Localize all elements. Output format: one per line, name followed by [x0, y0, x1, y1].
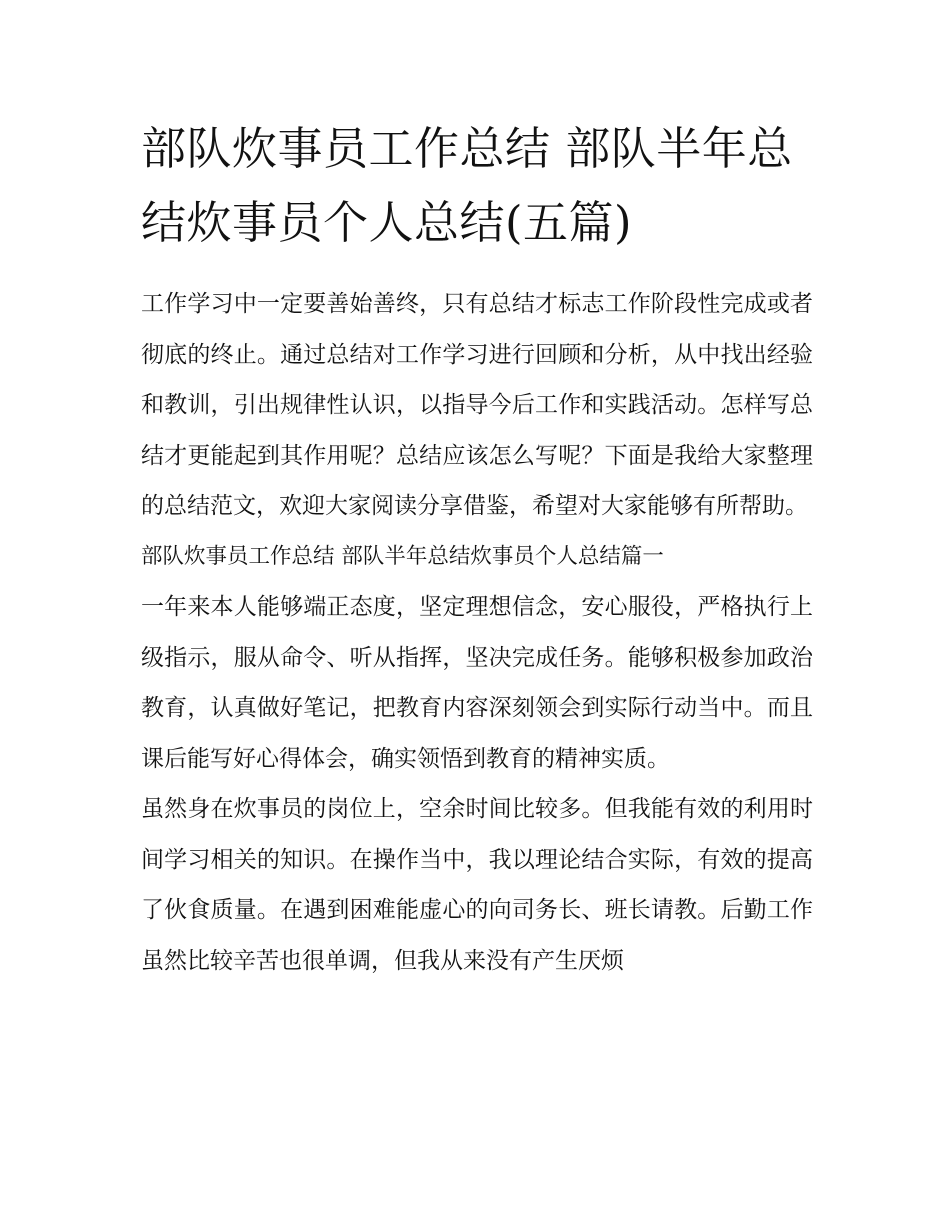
section-heading: 部队炊事员工作总结 部队半年总结炊事员个人总结篇一: [141, 543, 664, 569]
intro-paragraph: 工作学习中一定要善始善终，只有总结才标志工作阶段性完成或者彻底的终止。通过总结对工作学习进行回顾和分析，从中找出经验和教训，引出规律性认识，以指导今后工作和实践活动。怎样写总结才更能起到其作用呢？总结应该怎么写呢？下面是我给大家整理的总结范文，欢迎大家阅读分享借鉴，希望对大家能够有所帮助。: [141, 291, 813, 519]
document-body: [141, 112, 813, 986]
body-paragraph-1: 一年来本人能够端正态度，坚定理想信念，安心服役，严格执行上级指示，服从命令、听从指挥，坚决完成任务。能够积极参加政治教育，认真做好笔记，把教育内容深刻领会到实际行动当中。而且课后能写好心得体会，确实领悟到教育的精神实质。: [141, 594, 813, 772]
document-title: 部队炊事员工作总结 部队半年总结炊事员个人总结(五篇): [141, 122, 793, 249]
body-paragraph-2: 虽然身在炊事员的岗位上，空余时间比较多。但我能有效的利用时间学习相关的知识。在操作当中，我以理论结合实际，有效的提高了伙食质量。在遇到困难能虚心的向司务长、班长请教。后勤工作虽然比较辛苦也很单调，但我从来没有产生厌烦: [141, 796, 813, 974]
